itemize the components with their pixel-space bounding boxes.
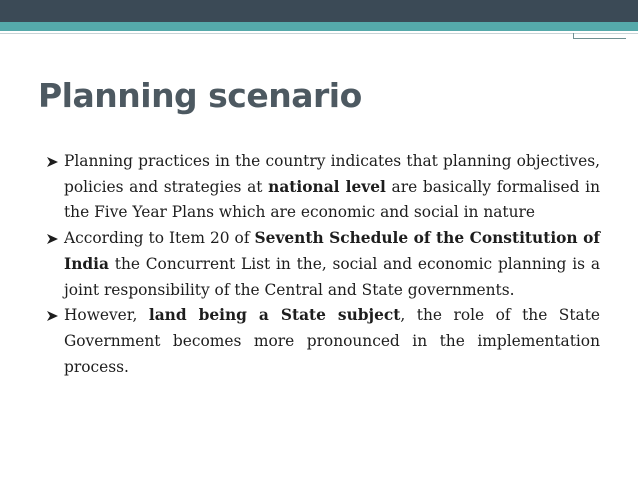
header-bar [0,0,638,22]
header-accent-bar [0,22,638,31]
slide-title: Planning scenario [38,76,362,115]
bullet-bold-text: Seventh Schedule of the Constitution of India [64,229,600,273]
bullet-text: , the role of the State Government becomes more pronounced in the implementation process. [64,306,600,376]
bullet-bold-text: land being a State subject [148,306,401,325]
arrow-bullet-icon [46,155,60,169]
header-divider-line [0,33,638,34]
bullet-list [46,149,600,380]
bullet-text: are basically formalised in the Five Year Plans which are economic and social in nature [64,177,600,222]
arrow-bullet-icon [46,232,60,246]
bullet-text: Planning practices in the country indicates that planning objectives, policies and strategies at [64,152,600,196]
bullet-item-state-subject [46,303,600,380]
bullet-bold-text: national level [268,177,386,196]
bullet-text: According to Item 20 of [64,229,255,248]
corner-decoration-horizontal [574,38,626,39]
bullet-item-seventh-schedule [46,226,600,303]
arrow-bullet-icon [46,309,60,323]
bullet-item-national-level [46,149,600,226]
bullet-text: the Concurrent List in the, social and economic planning is a joint responsibility of the Central and State governments. [64,254,600,299]
bullet-text: However, [64,306,149,325]
